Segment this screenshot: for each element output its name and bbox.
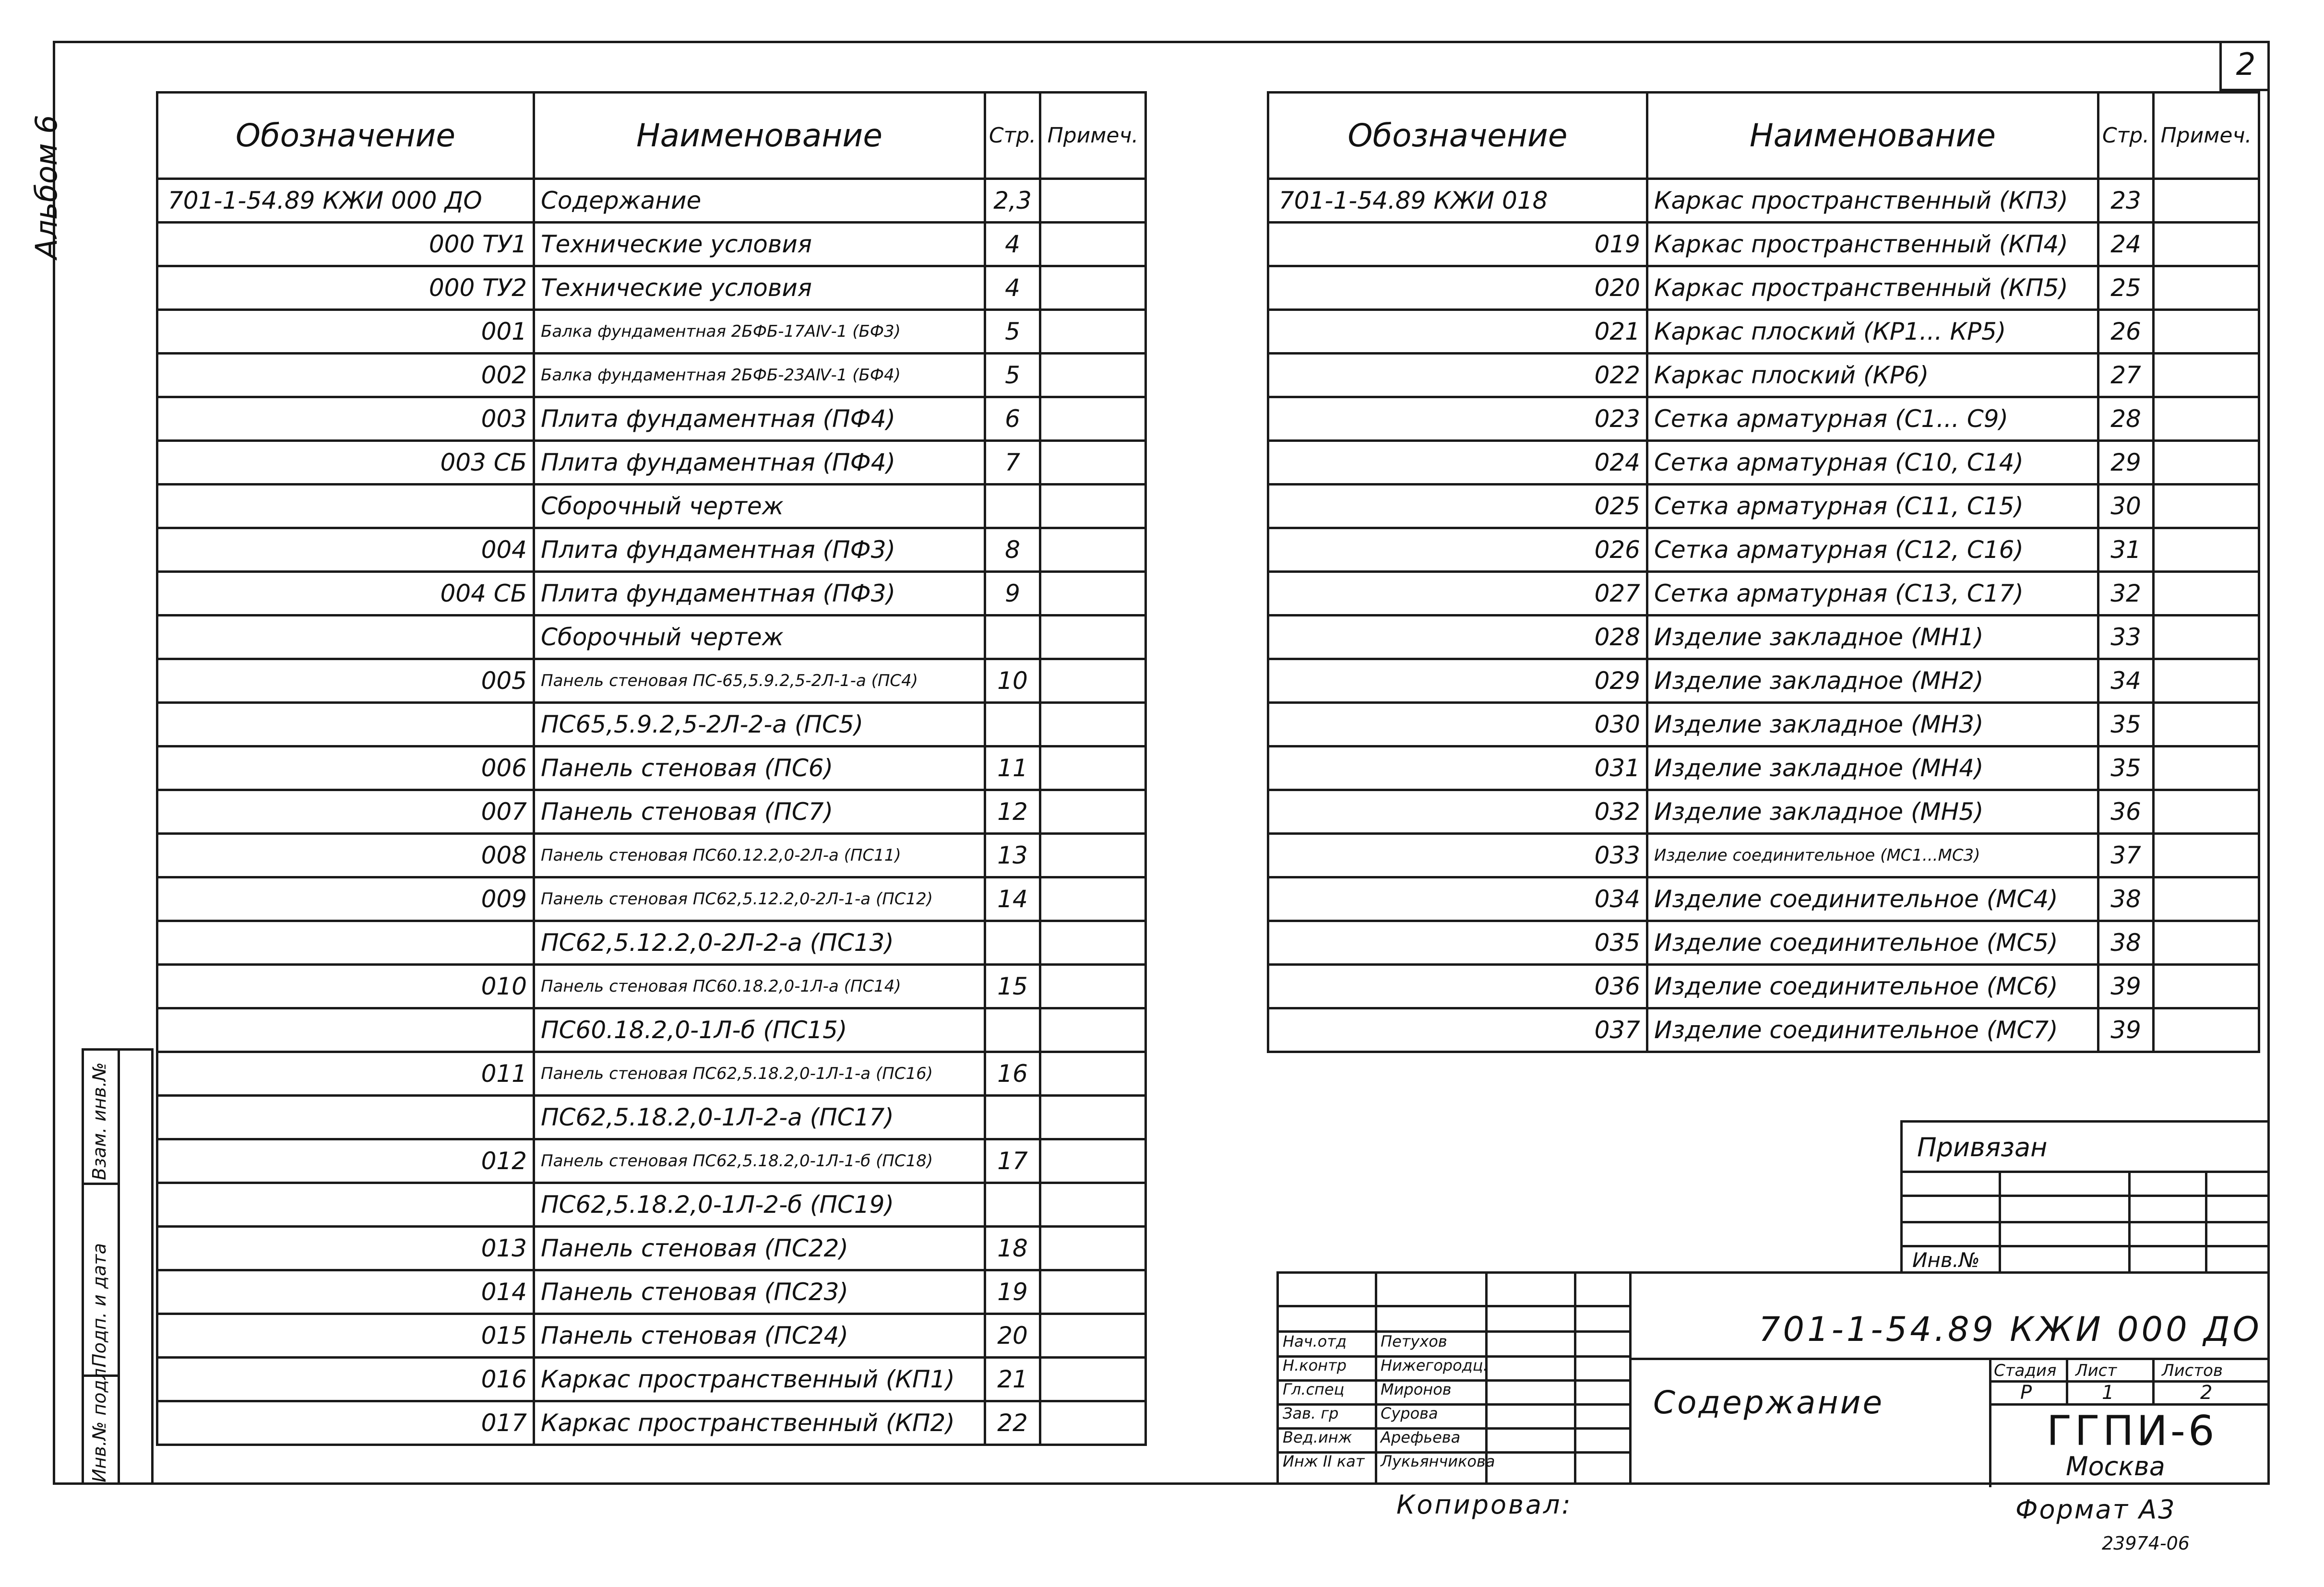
- designation-cell: 035: [1268, 921, 1647, 965]
- name-cell: Сетка арматурная (С12, С16): [1647, 528, 2098, 572]
- designation-cell: 008: [157, 834, 534, 877]
- table-row: [157, 1052, 1146, 1096]
- page-cell: 33: [2098, 616, 2154, 659]
- page-cell: 30: [2098, 485, 2154, 528]
- designation-cell: 034: [1268, 877, 1647, 921]
- vzam-inv-label: Взам. инв.№: [89, 1062, 110, 1180]
- note-cell: [1040, 441, 1146, 485]
- page-cell: 12: [985, 790, 1040, 834]
- designation-cell: 024: [1268, 441, 1647, 485]
- page-cell: [985, 1183, 1040, 1227]
- table-row: [157, 834, 1146, 877]
- note-cell: [2154, 746, 2259, 790]
- page-cell: 35: [2098, 703, 2154, 746]
- table-row: [1268, 179, 2259, 223]
- name-cell: Изделие соединительное (МС1...МС3): [1647, 834, 2098, 877]
- name-cell: Изделие соединительное (МС7): [1647, 1008, 2098, 1052]
- header-designation: Обозначение: [1268, 93, 1647, 179]
- stage-value: Р: [2020, 1382, 2032, 1404]
- podp-data-label: Подп. и дата: [89, 1243, 110, 1367]
- note-cell: [2154, 877, 2259, 921]
- designation-cell: 011: [157, 1052, 534, 1096]
- note-cell: [1040, 1401, 1146, 1445]
- designation-cell: [157, 485, 534, 528]
- note-cell: [1040, 1183, 1146, 1227]
- page-cell: [985, 485, 1040, 528]
- header-note: Примеч.: [1040, 93, 1146, 179]
- page-cell: 27: [2098, 354, 2154, 397]
- note-cell: [1040, 223, 1146, 266]
- name-cell: ПС65,5.9.2,5-2Л-2-а (ПС5): [534, 703, 985, 746]
- note-cell: [1040, 572, 1146, 616]
- name-cell: Сетка арматурная (С11, С15): [1647, 485, 2098, 528]
- note-cell: [2154, 179, 2259, 223]
- name-cell: Панель стеновая ПС62,5.12.2,0-2Л-1-а (ПС12): [534, 877, 985, 921]
- name-cell: Панель стеновая (ПС6): [534, 746, 985, 790]
- header-note: Примеч.: [2154, 93, 2259, 179]
- table-row: [157, 965, 1146, 1008]
- header-name: Наименование: [534, 93, 985, 179]
- table-row: [1268, 354, 2259, 397]
- note-cell: [1040, 1358, 1146, 1401]
- page-cell: 20: [985, 1314, 1040, 1358]
- table-row: [1268, 834, 2259, 877]
- table-row: [157, 1183, 1146, 1227]
- designation-cell: 026: [1268, 528, 1647, 572]
- designation-cell: 013: [157, 1227, 534, 1270]
- page-cell: 38: [2098, 877, 2154, 921]
- page-cell: 34: [2098, 659, 2154, 703]
- table-row: [1268, 572, 2259, 616]
- table-header-row: [1268, 93, 2259, 179]
- page-cell: 24: [2098, 223, 2154, 266]
- note-cell: [1040, 1096, 1146, 1139]
- table-row: [1268, 1008, 2259, 1052]
- signer-role: Инж II кат: [1283, 1452, 1365, 1470]
- note-cell: [1040, 485, 1146, 528]
- table-row: [157, 790, 1146, 834]
- page-cell: 9: [985, 572, 1040, 616]
- name-cell: Панель стеновая ПС-65,5.9.2,5-2Л-1-а (ПС4): [534, 659, 985, 703]
- table-row: [1268, 703, 2259, 746]
- header-page: Стр.: [2098, 93, 2154, 179]
- page-cell: 38: [2098, 921, 2154, 965]
- table-row: [157, 1096, 1146, 1139]
- table-row: [157, 1227, 1146, 1270]
- note-cell: [1040, 354, 1146, 397]
- name-cell: Изделие закладное (МН2): [1647, 659, 2098, 703]
- table-row: [1268, 485, 2259, 528]
- page-cell: 37: [2098, 834, 2154, 877]
- page-cell: 4: [985, 266, 1040, 310]
- page-cell: 26: [2098, 310, 2154, 354]
- note-cell: [2154, 354, 2259, 397]
- signer-name: Нижегородц.: [1381, 1356, 1488, 1374]
- note-cell: [2154, 965, 2259, 1008]
- note-cell: [1040, 616, 1146, 659]
- page-cell: 14: [985, 877, 1040, 921]
- name-cell: Панель стеновая (ПС23): [534, 1270, 985, 1314]
- table-row: [157, 1314, 1146, 1358]
- designation-cell: [157, 1096, 534, 1139]
- designation-cell: 003 СБ: [157, 441, 534, 485]
- page-cell: 7: [985, 441, 1040, 485]
- inv-podl-label: Инв.№ подл.: [89, 1362, 110, 1482]
- table-row: [1268, 877, 2259, 921]
- name-cell: Каркас пространственный (КП3): [1647, 179, 2098, 223]
- table-row: [157, 354, 1146, 397]
- table-row: [157, 1270, 1146, 1314]
- note-cell: [1040, 965, 1146, 1008]
- name-cell: Изделие соединительное (МС5): [1647, 921, 2098, 965]
- page-cell: 31: [2098, 528, 2154, 572]
- page-cell: 17: [985, 1139, 1040, 1183]
- designation-cell: 023: [1268, 397, 1647, 441]
- table-row: [157, 572, 1146, 616]
- designation-cell: 029: [1268, 659, 1647, 703]
- name-cell: ПС62,5.18.2,0-1Л-2-б (ПС19): [534, 1183, 985, 1227]
- page-cell: 25: [2098, 266, 2154, 310]
- designation-cell: [157, 616, 534, 659]
- note-cell: [1040, 1008, 1146, 1052]
- privyazan-label: Привязан: [1917, 1132, 2048, 1162]
- stamp-number: 23974-06: [2102, 1533, 2190, 1554]
- designation-cell: [157, 1183, 534, 1227]
- name-cell: Изделие закладное (МН1): [1647, 616, 2098, 659]
- name-cell: Панель стеновая (ПС7): [534, 790, 985, 834]
- name-cell: Каркас пространственный (КП5): [1647, 266, 2098, 310]
- name-cell: Плита фундаментная (ПФ3): [534, 528, 985, 572]
- album-label: Альбом 6: [29, 115, 64, 259]
- note-cell: [2154, 616, 2259, 659]
- designation-cell: 028: [1268, 616, 1647, 659]
- name-cell: Изделие соединительное (МС6): [1647, 965, 2098, 1008]
- header-designation: Обозначение: [157, 93, 534, 179]
- signer-name: Арефьева: [1381, 1428, 1461, 1446]
- designation-cell: 017: [157, 1401, 534, 1445]
- table-row: [157, 746, 1146, 790]
- table-row: [157, 1358, 1146, 1401]
- table-row: [1268, 397, 2259, 441]
- designation-cell: 016: [157, 1358, 534, 1401]
- designation-cell: 020: [1268, 266, 1647, 310]
- privyazan-inv-label: Инв.№: [1912, 1248, 1980, 1272]
- designation-cell: 010: [157, 965, 534, 1008]
- table-row: [157, 703, 1146, 746]
- page-cell: 16: [985, 1052, 1040, 1096]
- designation-cell: 032: [1268, 790, 1647, 834]
- name-cell: Панель стеновая ПС62,5.18.2,0-1Л-1-а (ПС16): [534, 1052, 985, 1096]
- sheets-value: 2: [2200, 1382, 2213, 1404]
- designation-cell: 025: [1268, 485, 1647, 528]
- designation-cell: 022: [1268, 354, 1647, 397]
- page-cell: 5: [985, 310, 1040, 354]
- page-cell: 22: [985, 1401, 1040, 1445]
- name-cell: Плита фундаментная (ПФ4): [534, 397, 985, 441]
- sheets-label: Листов: [2162, 1361, 2223, 1380]
- note-cell: [1040, 790, 1146, 834]
- designation-cell: 009: [157, 877, 534, 921]
- table-row: [157, 179, 1146, 223]
- table-row: [1268, 659, 2259, 703]
- note-cell: [1040, 310, 1146, 354]
- note-cell: [1040, 1314, 1146, 1358]
- note-cell: [1040, 659, 1146, 703]
- note-cell: [2154, 703, 2259, 746]
- table-row: [1268, 310, 2259, 354]
- page-cell: 39: [2098, 965, 2154, 1008]
- page-cell: 19: [985, 1270, 1040, 1314]
- org-name: ГГПИ-6: [2047, 1407, 2217, 1455]
- designation-cell: 000 ТУ1: [157, 223, 534, 266]
- page-cell: [985, 921, 1040, 965]
- designation-cell: 005: [157, 659, 534, 703]
- designation-cell: 701-1-54.89 КЖИ 018: [1268, 179, 1647, 223]
- name-cell: ПС60.18.2,0-1Л-б (ПС15): [534, 1008, 985, 1052]
- page-cell: [985, 1008, 1040, 1052]
- stage-label: Стадия: [1994, 1361, 2057, 1380]
- page-cell: 10: [985, 659, 1040, 703]
- note-cell: [1040, 921, 1146, 965]
- signer-name: Сурова: [1381, 1404, 1438, 1422]
- table-row: [157, 877, 1146, 921]
- page-cell: [985, 1096, 1040, 1139]
- name-cell: Сборочный чертеж: [534, 616, 985, 659]
- note-cell: [2154, 790, 2259, 834]
- designation-cell: 033: [1268, 834, 1647, 877]
- note-cell: [2154, 921, 2259, 965]
- sheet-label: Лист: [2075, 1361, 2117, 1380]
- note-cell: [1040, 179, 1146, 223]
- page-cell: 5: [985, 354, 1040, 397]
- note-cell: [2154, 310, 2259, 354]
- name-cell: Плита фундаментная (ПФ4): [534, 441, 985, 485]
- page-cell: 4: [985, 223, 1040, 266]
- signer-role: Н.контр: [1283, 1356, 1347, 1374]
- table-row: [157, 397, 1146, 441]
- name-cell: Сетка арматурная (С13, С17): [1647, 572, 2098, 616]
- designation-cell: 031: [1268, 746, 1647, 790]
- doc-code: 701-1-54.89 КЖИ 000 ДО: [1759, 1310, 2262, 1349]
- page-cell: 21: [985, 1358, 1040, 1401]
- designation-cell: 002: [157, 354, 534, 397]
- page-cell: 39: [2098, 1008, 2154, 1052]
- name-cell: Сборочный чертеж: [534, 485, 985, 528]
- table-row: [1268, 528, 2259, 572]
- designation-cell: 007: [157, 790, 534, 834]
- note-cell: [2154, 397, 2259, 441]
- page-cell: 28: [2098, 397, 2154, 441]
- header-page: Стр.: [985, 93, 1040, 179]
- note-cell: [2154, 266, 2259, 310]
- header-name: Наименование: [1647, 93, 2098, 179]
- table-row: [157, 223, 1146, 266]
- designation-cell: 030: [1268, 703, 1647, 746]
- note-cell: [2154, 223, 2259, 266]
- note-cell: [2154, 834, 2259, 877]
- page-cell: 6: [985, 397, 1040, 441]
- table-row: [157, 266, 1146, 310]
- name-cell: Панель стеновая ПС60.12.2,0-2Л-а (ПС11): [534, 834, 985, 877]
- sheet-number: 2: [2219, 41, 2270, 91]
- name-cell: Содержание: [534, 179, 985, 223]
- table-row: [157, 1401, 1146, 1445]
- title-block: [1276, 1271, 2270, 1485]
- name-cell: Технические условия: [534, 266, 985, 310]
- name-cell: Панель стеновая (ПС24): [534, 1314, 985, 1358]
- name-cell: Балка фундаментная 2БФБ-17АⅣ-1 (БФ3): [534, 310, 985, 354]
- table-header-row: [157, 93, 1146, 179]
- designation-cell: 001: [157, 310, 534, 354]
- doc-title: Содержание: [1653, 1384, 1884, 1421]
- signer-role: Нач.отд: [1283, 1332, 1347, 1350]
- name-cell: Сетка арматурная (С1... С9): [1647, 397, 2098, 441]
- name-cell: Изделие закладное (МН4): [1647, 746, 2098, 790]
- designation-cell: 015: [157, 1314, 534, 1358]
- page-cell: 18: [985, 1227, 1040, 1270]
- designation-cell: 027: [1268, 572, 1647, 616]
- name-cell: Панель стеновая ПС60.18.2,0-1Л-а (ПС14): [534, 965, 985, 1008]
- table-row: [1268, 746, 2259, 790]
- signer-name: Лукьянчикова: [1381, 1452, 1495, 1470]
- table-row: [1268, 790, 2259, 834]
- name-cell: Изделие закладное (МН5): [1647, 790, 2098, 834]
- table-row: [1268, 921, 2259, 965]
- designation-cell: 004: [157, 528, 534, 572]
- signer-name: Миронов: [1381, 1380, 1452, 1398]
- table-row: [1268, 266, 2259, 310]
- designation-cell: [157, 703, 534, 746]
- page-cell: 32: [2098, 572, 2154, 616]
- signer-role: Зав. гр: [1283, 1404, 1339, 1422]
- name-cell: Каркас пространственный (КП2): [534, 1401, 985, 1445]
- table-row: [1268, 616, 2259, 659]
- designation-cell: 003: [157, 397, 534, 441]
- note-cell: [1040, 1139, 1146, 1183]
- note-cell: [1040, 1270, 1146, 1314]
- table-row: [1268, 441, 2259, 485]
- format-label: Формат А3: [2015, 1494, 2176, 1525]
- contents-table-right: [1267, 91, 2260, 1053]
- table-row: [157, 921, 1146, 965]
- page-cell: 35: [2098, 746, 2154, 790]
- name-cell: Сетка арматурная (С10, С14): [1647, 441, 2098, 485]
- copied-label: Копировал:: [1396, 1490, 1573, 1520]
- note-cell: [2154, 485, 2259, 528]
- page-cell: 11: [985, 746, 1040, 790]
- designation-cell: 036: [1268, 965, 1647, 1008]
- table-row: [1268, 965, 2259, 1008]
- designation-cell: 021: [1268, 310, 1647, 354]
- table-row: [157, 616, 1146, 659]
- name-cell: Панель стеновая (ПС22): [534, 1227, 985, 1270]
- designation-cell: 004 СБ: [157, 572, 534, 616]
- note-cell: [1040, 266, 1146, 310]
- table-row: [157, 310, 1146, 354]
- name-cell: Изделие соединительное (МС4): [1647, 877, 2098, 921]
- page-cell: 29: [2098, 441, 2154, 485]
- table-row: [157, 528, 1146, 572]
- name-cell: Каркас плоский (КР1... КР5): [1647, 310, 2098, 354]
- page-cell: [985, 616, 1040, 659]
- designation-cell: 000 ТУ2: [157, 266, 534, 310]
- signer-role: Гл.спец: [1283, 1380, 1345, 1398]
- name-cell: ПС62,5.12.2,0-2Л-2-а (ПС13): [534, 921, 985, 965]
- page-cell: 8: [985, 528, 1040, 572]
- table-row: [157, 485, 1146, 528]
- page-cell: 15: [985, 965, 1040, 1008]
- name-cell: ПС62,5.18.2,0-1Л-2-а (ПС17): [534, 1096, 985, 1139]
- sheet-value: 1: [2102, 1382, 2114, 1404]
- designation-cell: 701-1-54.89 КЖИ 000 ДО: [157, 179, 534, 223]
- note-cell: [1040, 397, 1146, 441]
- note-cell: [1040, 834, 1146, 877]
- table-row: [157, 1008, 1146, 1052]
- table-row: [1268, 223, 2259, 266]
- table-row: [157, 659, 1146, 703]
- note-cell: [1040, 1227, 1146, 1270]
- name-cell: Каркас пространственный (КП1): [534, 1358, 985, 1401]
- table-row: [157, 441, 1146, 485]
- note-cell: [2154, 572, 2259, 616]
- designation-cell: 019: [1268, 223, 1647, 266]
- page-cell: 36: [2098, 790, 2154, 834]
- note-cell: [1040, 703, 1146, 746]
- page-cell: [985, 703, 1040, 746]
- note-cell: [1040, 746, 1146, 790]
- designation-cell: 006: [157, 746, 534, 790]
- name-cell: Балка фундаментная 2БФБ-23АⅣ-1 (БФ4): [534, 354, 985, 397]
- note-cell: [1040, 877, 1146, 921]
- designation-cell: [157, 921, 534, 965]
- privyazan-block: [1900, 1120, 2270, 1274]
- name-cell: Каркас плоский (КР6): [1647, 354, 2098, 397]
- org-city: Москва: [2066, 1451, 2165, 1481]
- designation-cell: [157, 1008, 534, 1052]
- note-cell: [2154, 1008, 2259, 1052]
- name-cell: Изделие закладное (МН3): [1647, 703, 2098, 746]
- name-cell: Технические условия: [534, 223, 985, 266]
- side-stamp: [82, 1048, 154, 1485]
- table-row: [157, 1139, 1146, 1183]
- note-cell: [2154, 441, 2259, 485]
- page-cell: 13: [985, 834, 1040, 877]
- designation-cell: 012: [157, 1139, 534, 1183]
- name-cell: Панель стеновая ПС62,5.18.2,0-1Л-1-б (ПС18): [534, 1139, 985, 1183]
- contents-table-left: [156, 91, 1147, 1446]
- note-cell: [2154, 528, 2259, 572]
- note-cell: [1040, 528, 1146, 572]
- name-cell: Каркас пространственный (КП4): [1647, 223, 2098, 266]
- note-cell: [2154, 659, 2259, 703]
- note-cell: [1040, 1052, 1146, 1096]
- designation-cell: 014: [157, 1270, 534, 1314]
- page-cell: 2,3: [985, 179, 1040, 223]
- page-cell: 23: [2098, 179, 2154, 223]
- signer-role: Вед.инж: [1283, 1428, 1352, 1446]
- designation-cell: 037: [1268, 1008, 1647, 1052]
- signer-name: Петухов: [1381, 1332, 1447, 1350]
- name-cell: Плита фундаментная (ПФ3): [534, 572, 985, 616]
